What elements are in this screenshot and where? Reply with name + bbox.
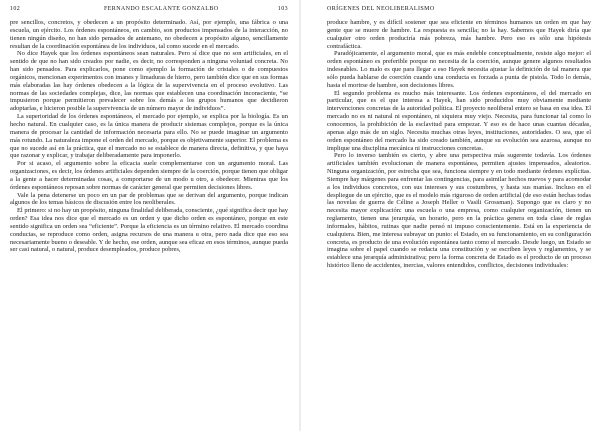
left-paragraph-5: Vale la pena detenerse un poco en un par de problemas que se derivan del argumento, porque indican algunos de los temas básicos de discusión entre los neoliberales.: [10, 191, 288, 207]
right-running-head: ORÍGENES DEL NEOLIBERALISMO: [327, 6, 435, 12]
right-paragraph-3: El segundo problema es mucho más interesante. Los órdenes espontáneos, el del mercado en particular, que es el que interesa a Hayek, han sido producidos muy obviamente mediante intervenciones concretas de la autoridad política. El proyecto neoliberal entero se basa en esa idea. El mercado no es ni natural ni espontáneo, ni siquiera muy viejo. Necesita, para funcionar tal como lo conocemos, la prohibición de la esclavitud para empezar. Y eso es de hace unas cuantas décadas, apenas algo más de un siglo. Necesita muchas otras leyes, instituciones, autoridades. O sea, que el orden espontáneo del mercado ha sido creado también, aunque su evolución sea azarosa, aunque no implique una disciplina mecánica ni instrucciones concretas.: [327, 89, 591, 152]
left-page-number: 102: [10, 6, 21, 12]
left-paragraph-4: Por si acaso, el argumento sobre la eficacia suele complementarse con un argumento moral. Las organizaciones, es decir, los órdenes artificiales dependen siempre de la coerción, porque tienen que obligar a la gente a hacer determinadas cosas, a comportarse de un modo u otro, a obedecer. Mientras que los órdenes espontáneos reposan sobre normas de carácter general que permiten decisiones libres.: [10, 160, 288, 191]
left-paragraph-1: pre sencillos, concretos, y obedecen a un propósito determinado. Así, por ejemplo, una fábrica o una escuela, un ejército. Los órdenes espontáneos, en cambio, son productos impensados de la interacción, no tienen ningún diseño, no han sido pensados de antemano, no obedecen a propósito alguno, sencillamente resultan de la coordinación espontánea de los individuos, tal como sucede en el mercado.: [10, 19, 288, 50]
right-page: [277, 0, 600, 431]
right-page-number: 103: [277, 6, 288, 12]
right-paragraph-2: Paradójicamente, el argumento moral, que es más endeble conceptualmente, resiste algo mejor: el orden espontáneo es preferible porque no necesita de la coerción, aunque genere algunos resultados indeseables. Lo malo es que para llegar a eso Hayek necesita ajustar la definición de tal manera que sólo pueda hablarse de coerción cuando una conducta es forzada a punta de pistola. Todo lo demás, hasta el morirse de hambre, son decisiones libres.: [327, 50, 591, 89]
left-paragraph-3: La superioridad de los órdenes espontáneos, el mercado por ejemplo, se explica por la biología. Es un hecho natural. En cualquier caso, es la única manera de producir sistemas complejos, porque es la única manera de procesar la cantidad de información necesaria para ello. No se puede imaginar un argumento más rotundo. La naturaleza impone el orden del mercado, porque es objetivamente superior. El problema es que no sucede así en la práctica, que el mercado no se establece de manera directa, definitiva, y que haya que razonar y explicar, y trabajar deliberadamente para imponerlo.: [10, 113, 288, 160]
left-paragraph-2: No dice Hayek que los órdenes espontáneos sean naturales. Pero sí dice que no son artificiales, en el sentido de que no han sido creados por nadie, es decir, no corresponden a ninguna voluntad concreta. No han sido pensados. Para explicarlos, pone como ejemplo la formación de cristales o de compuestos orgánicos, mencionan experimentos con imanes y limaduras de hierro, pero también dice que en sus formas más elaboradas las hay órdenes obedecen a la lógica de la supervivencia en el proceso evolutivo. Las normas de las sociedades complejas, dice, las normas que establecen una coordinación inconsciente, “se impusieron porque permitieron prevalecer sobre los demás a los grupos humanos que decidieron adoptarlas, e hicieron posible la supervivencia de un número mayor de individuos”.: [10, 50, 288, 113]
left-paragraph-6: El primero: si no hay un propósito, ninguna finalidad deliberada, consciente, ¿qué significa decir que hay orden? Esa idea nos dice que el mercado es un orden y que dicho orden es espontáneo, porque en este sentido significa un orden sea “eficiente”. Porque la eficiencia es un término relativo. El mercado coordina conductas, se reproduce como orden, asigna recursos de una manera u otra, pero nada dice que eso sea necesariamente bueno o deseable. Y de hecho, ese orden, aunque sea eficaz en esos términos, aunque pueda ser casi natural, o natural, produce desempleados, produce pobres,: [10, 207, 289, 254]
left-running-head: FERNANDO ESCALANTE GONZALBO: [104, 6, 219, 12]
right-paragraph-1: produce hambre, y es difícil sostener que sea eficiente en términos humanos un orden en que hay gente que se muere de hambre. La respuesta es sencilla; no la hay. Sabemos que Hayek diría que cualquier otro orden produciría más pobreza, más hambre. Pero eso es sólo una hipótesis contrafáctica.: [327, 19, 591, 50]
right-page-body: [327, 19, 591, 270]
right-paragraph-4: Pero lo inverso también es cierto, y abre una perspectiva más sugerente todavía. Los órdenes artificiales también evolucionan de manera espontánea, permiten ajustes impensados, aleatorios. Ninguna organización, por estrecha que sea, funciona siempre y en todo mediante órdenes explícitas. Siempre hay márgenes para enfrentar las contingencias, para asimilar hechos nuevos y para acomodar a los individuos concretos, con sus intereses y sus costumbres, y hasta sus manías. Incluso en el despliegue de un ejército, que es el modelo más riguroso de orden artificial (de eso están hechas todas las novelas de guerra de Céline a Joseph Heller o Vasili Grossman). Supongo que es claro y no necesita mayor explicación: una escuela o una empresa, como cualquier organización, tienen un reglamento, tienen una jerarquía, un horario, pero en la práctica genera en toda clase de reglas informales, hábitos, rutinas que nadie pensó ni impuso conscientemente. Está en la experiencia de cualquiera. Bien, me interesa subrayar un punto: el Estado, en su funcionamiento, en su configuración concreta, es producto de una evolución espontánea tanto como el mercado. Desde luego, un Estado se imagina sobre el papel cuando se redacta una constitución y se escriben leyes y reglamentos, y se establece una jerarquía administrativa; pero la forma concreta de Estado es el producto de un proceso histórico lleno de accidentes, inercias, valores entendidos, conflictos, decisiones individuales:: [327, 152, 591, 270]
left-page-body: [10, 19, 288, 254]
